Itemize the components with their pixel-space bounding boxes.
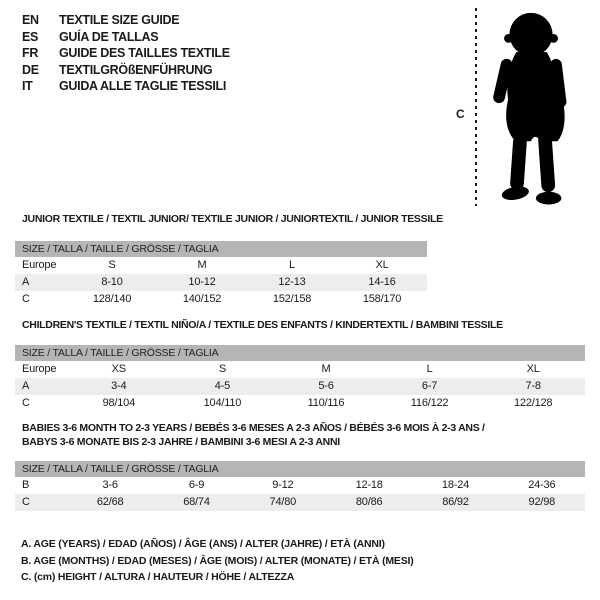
note-age-years: A. AGE (YEARS) / EDAD (AÑOS) / ÂGE (ANS) / ALTER (JAHRE) / ETÀ (ANNI): [21, 538, 385, 550]
size-cell: 62/68: [96, 496, 124, 508]
size-cell: 10-12: [188, 275, 216, 288]
language-row-en: [22, 12, 230, 29]
size-table-row: [15, 395, 585, 412]
babies-table-section: [15, 422, 585, 511]
note-age-months: B. AGE (MONTHS) / EDAD (MESES) / ÂGE (MOIS) / ALTER (MONATE) / ETÀ (MESI): [21, 554, 414, 567]
table-title-line: JUNIOR TEXTILE / TEXTIL JUNIOR/ TEXTILE JUNIOR / JUNIORTEXTIL / JUNIOR TESSILE: [22, 213, 443, 225]
size-cell: 86/92: [442, 496, 469, 508]
row-label: B: [22, 479, 30, 491]
row-label: C: [22, 396, 30, 409]
language-row-de: [22, 62, 230, 79]
size-cell: 140/152: [182, 292, 222, 305]
size-cell: M: [197, 258, 207, 271]
row-label: Europe: [22, 362, 57, 375]
size-cell: 12-13: [278, 275, 306, 288]
row-label: A: [22, 275, 30, 288]
table-title-line: BABYS 3-6 MONATE BIS 2-3 JAHRE / BAMBINI 3-6 MESI A 2-3 ANNI: [22, 435, 340, 448]
size-cell: 74/80: [269, 496, 297, 508]
size-cell: 7-8: [525, 379, 541, 392]
language-list: [22, 12, 230, 95]
footer-notes: [21, 536, 414, 586]
size-table-header: SIZE / TALLA / TAILLE / GRÖSSE / TAGLIA: [15, 345, 585, 361]
size-table-header: SIZE / TALLA / TAILLE / GRÖSSE / TAGLIA: [15, 461, 585, 477]
size-cell: XS: [111, 362, 126, 375]
size-cell: 24-36: [528, 479, 556, 491]
size-table-row: [15, 257, 427, 274]
size-cell: 4-5: [214, 379, 231, 392]
language-code: EN: [22, 13, 39, 27]
size-table-header: SIZE / TALLA / TAILLE / GRÖSSE / TAGLIA: [15, 241, 427, 257]
size-cell: L: [289, 258, 295, 271]
size-cell: S: [218, 362, 226, 375]
baby-figure: [452, 6, 597, 210]
language-title: TEXTILE SIZE GUIDE: [59, 13, 180, 27]
size-cell: 3-4: [111, 379, 127, 392]
language-title: GUIDE DES TAILLES TEXTILE: [59, 46, 230, 60]
language-title: TEXTILGRÖßENFÜHRUNG: [59, 62, 213, 77]
size-cell: 122/128: [513, 396, 553, 409]
size-cell: 6-7: [421, 379, 438, 392]
size-cell: 14-16: [368, 275, 396, 288]
row-label: A: [22, 379, 30, 392]
size-cell: XL: [375, 258, 389, 271]
babies-table-title: [22, 422, 585, 449]
size-cell: S: [108, 258, 116, 271]
size-cell: 8-10: [101, 275, 123, 288]
baby-silhouette-icon: [479, 8, 584, 206]
language-code: ES: [22, 29, 39, 44]
note-height-cm: C. (cm) HEIGHT / ALTURA / HAUTEUR / HÖHE / ALTEZZA: [21, 571, 295, 583]
size-cell: 68/74: [183, 496, 210, 508]
row-label: C: [22, 292, 30, 305]
language-code: DE: [22, 62, 39, 77]
size-cell: 98/104: [102, 396, 136, 409]
height-dashed-line-icon: [475, 8, 477, 206]
size-cell: 104/110: [203, 396, 242, 409]
language-title: GUIDA ALLE TAGLIE TESSILI: [59, 79, 227, 93]
size-cell: 80/86: [355, 496, 383, 508]
size-table-row: [15, 274, 427, 291]
size-cell: 152/158: [272, 292, 312, 305]
language-title: GUÍA DE TALLAS: [59, 29, 159, 44]
language-row-it: [22, 78, 230, 95]
size-cell: 92/98: [528, 496, 556, 508]
size-cell: 128/140: [92, 292, 132, 305]
babies-size-table: [15, 461, 585, 511]
size-cell: 5-6: [318, 379, 334, 392]
table-title-line: BABIES 3-6 MONTH TO 2-3 YEARS / BEBÉS 3-6 MESES A 2-3 AÑOS / BÉBÉS 3-6 MOIS À 2-3 ANS /: [22, 422, 485, 434]
table-title-line: CHILDREN'S TEXTILE / TEXTIL NIÑO/A / TEXTILE DES ENFANTS / KINDERTEXTIL / BAMBINI TESSILE: [22, 319, 503, 331]
size-cell: L: [426, 362, 433, 375]
size-table-row: [15, 477, 585, 494]
children-table-section: [15, 319, 585, 412]
language-code: FR: [22, 46, 39, 60]
language-row-fr: [22, 45, 230, 62]
size-cell: 3-6: [102, 479, 118, 491]
row-label: C: [22, 496, 30, 508]
children-size-table: [15, 345, 585, 412]
size-cell: 18-24: [441, 479, 470, 491]
size-cell: M: [321, 362, 331, 375]
height-measure-label: C: [456, 107, 465, 121]
size-cell: 6-9: [188, 479, 205, 491]
junior-table-title: [22, 213, 443, 227]
language-code: IT: [22, 79, 33, 93]
junior-table-section: [15, 213, 443, 308]
size-table-row: [15, 494, 585, 511]
size-table-row: [15, 291, 427, 308]
size-cell: XL: [526, 362, 540, 375]
size-cell: 12-18: [355, 479, 383, 491]
size-cell: 116/122: [410, 396, 449, 409]
size-table-row: [15, 378, 585, 395]
children-table-title: [22, 319, 585, 333]
junior-size-table: [15, 241, 427, 308]
size-cell: 158/170: [362, 292, 402, 305]
row-label: Europe: [22, 258, 57, 271]
size-cell: 9-12: [272, 479, 294, 491]
size-table-row: [15, 361, 585, 378]
language-row-es: [22, 29, 230, 46]
size-cell: 110/116: [307, 396, 345, 409]
